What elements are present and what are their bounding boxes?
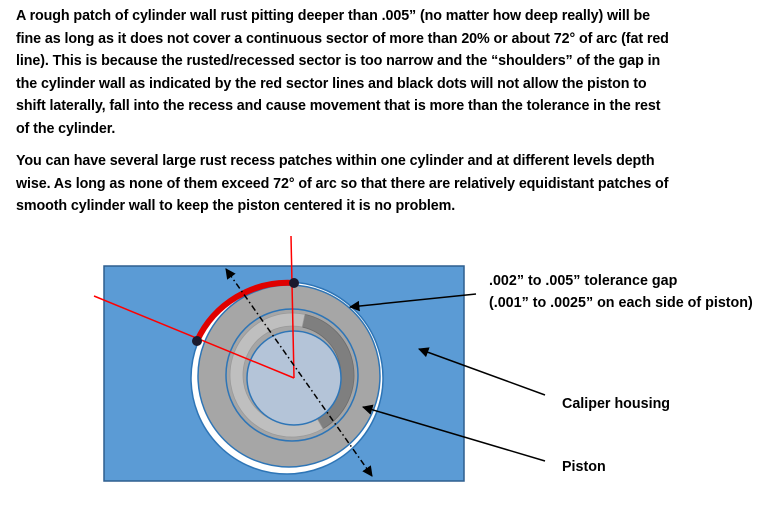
explanation-paragraph-2: You can have several large rust recess patches within one cylinder and at different levels depth wise. As long as none of them exceed 72° of arc so that there are relatively equidistant patches of smooth cylinder wall to keep the piston centered it is no problem. — [16, 153, 669, 214]
tolerance-gap-label-line1: .002” to .005” tolerance gap — [489, 273, 678, 289]
tolerance-gap-label-line2: (.001” to .0025” on each side of piston) — [489, 295, 753, 311]
piston-label: Piston — [562, 459, 606, 475]
shoulder-dot-left — [192, 336, 202, 346]
explanation-paragraph-1: A rough patch of cylinder wall rust pitting deeper than .005” (no matter how deep really) will be fine as long as it does not cover a continuous sector of more than 20% or about 72° of arc (fat red line). This is because the rusted/recessed sector is too narrow and the “shoulders” of the gap in the cylinder wall as indicated by the red sector lines and black dots will not allow the piston to shift laterally, fall into the recess and cause movement that is more than the tolerance in the rest of the cylinder. — [16, 8, 669, 137]
caliper-housing-label: Caliper housing — [562, 396, 671, 412]
shoulder-dot-top — [289, 278, 299, 288]
